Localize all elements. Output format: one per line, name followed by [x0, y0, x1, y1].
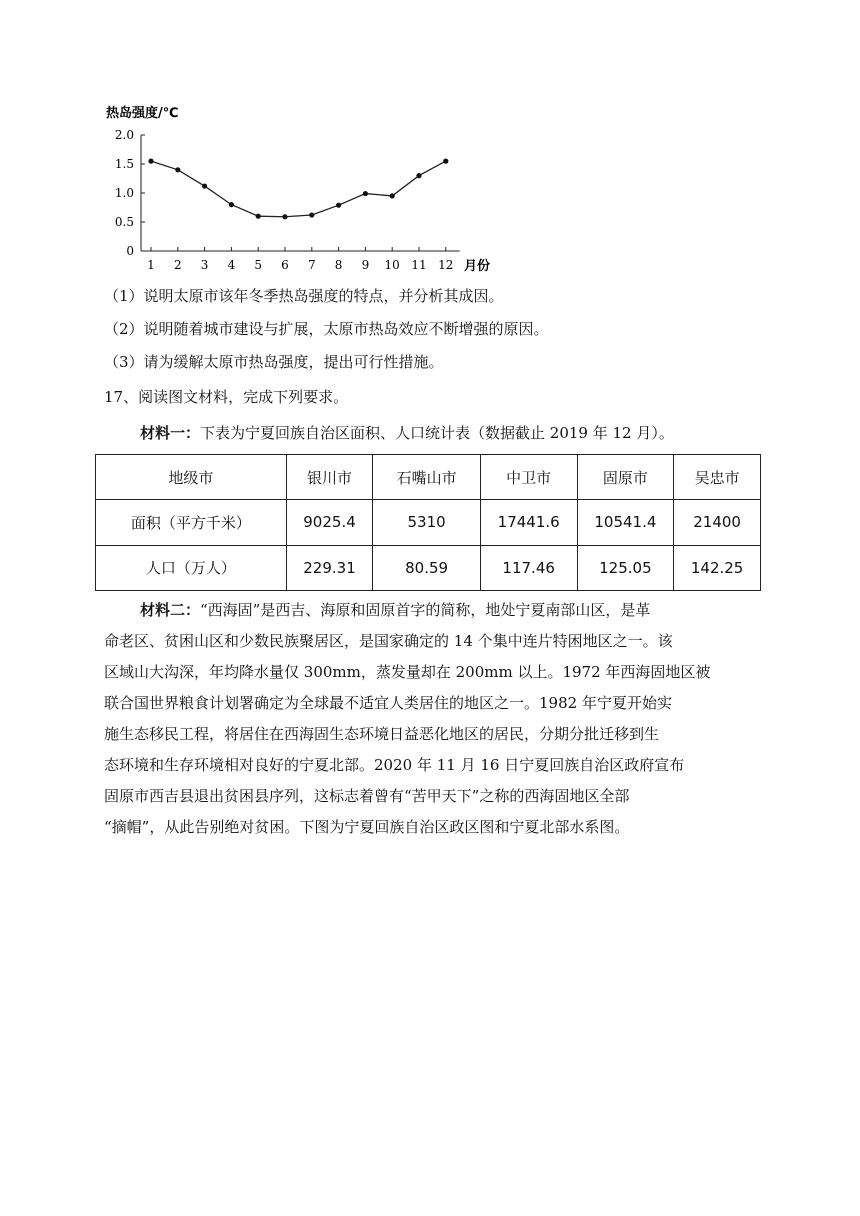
table-header-cell: 中卫市: [480, 455, 577, 500]
data-point: [175, 167, 180, 172]
data-point: [202, 183, 207, 188]
y-tick-label: 2.0: [114, 128, 134, 142]
data-point: [390, 193, 395, 198]
table-header-row: [96, 455, 761, 500]
x-axis-label: 月份: [464, 259, 491, 274]
data-point: [443, 159, 448, 164]
material-2-line: 联合国世界粮食计划署确定为全球最不适宜人类居住的地区之一。1982 年宁夏开始实: [104, 694, 672, 712]
material-2-line: [104, 595, 754, 626]
material-2-line: 施生态移民工程，将居住在西海固生态环境日益恶化地区的居民，分期分批迁移到生: [104, 725, 660, 743]
x-tick-label: 10: [384, 258, 400, 272]
material-1: [140, 422, 674, 443]
table-cell: 125.05: [577, 545, 674, 590]
table-row: [96, 500, 761, 545]
question-1: （1）说明太原市该年冬季热岛强度的特点，并分析其成因。: [104, 287, 504, 305]
table-header-cell: 吴忠市: [674, 455, 761, 500]
table-cell: 9025.4: [286, 500, 373, 545]
table-header-cell: 地级市: [96, 455, 287, 500]
x-tick-label: 6: [281, 258, 289, 272]
table-cell: 229.31: [286, 545, 373, 590]
material-1-text: 下表为宁夏回族自治区面积、人口统计表（数据截止 2019 年 12 月）。: [200, 424, 674, 442]
table-cell: 人口（万人）: [96, 545, 287, 590]
table-cell: 17441.6: [480, 500, 577, 545]
data-point: [256, 214, 261, 219]
data-point: [229, 202, 234, 207]
table-cell: 117.46: [480, 545, 577, 590]
data-point: [309, 212, 314, 217]
table-cell: 面积（平方千米）: [96, 500, 287, 545]
y-tick-label: 1.0: [114, 186, 134, 200]
table-header-cell: 银川市: [286, 455, 373, 500]
chart-svg: [100, 100, 520, 280]
series-line: [151, 161, 446, 217]
data-point: [336, 203, 341, 208]
data-point: [363, 191, 368, 196]
table-cell: 5310: [373, 500, 480, 545]
x-tick-label: 3: [200, 258, 209, 272]
stats-table: [95, 454, 761, 591]
y-tick-label: 0.5: [114, 215, 134, 229]
data-point: [416, 173, 421, 178]
table-row: [96, 545, 761, 590]
x-tick-label: 2: [173, 258, 182, 272]
table-cell: 142.25: [674, 545, 761, 590]
x-tick-label: 12: [438, 258, 454, 272]
x-tick-label: 1: [147, 258, 155, 272]
question-17: 17、阅读图文材料，完成下列要求。: [104, 388, 349, 406]
data-point: [282, 214, 287, 219]
data-point: [148, 159, 153, 164]
y-axis-label: 热岛强度/℃: [106, 106, 179, 121]
table-cell: 21400: [674, 500, 761, 545]
x-tick-label: 5: [254, 258, 263, 272]
material-2-line: 命老区、贫困山区和少数民族聚居区，是国家确定的 14 个集中连片特困地区之一。该: [104, 632, 673, 650]
x-tick-label: 7: [307, 258, 316, 272]
heat-island-chart: [100, 100, 520, 280]
table-cell: 80.59: [373, 545, 480, 590]
material-2-line: 态环境和生存环境相对良好的宁夏北部。2020 年 11 月 16 日宁夏回族自治区政府宣布: [104, 756, 685, 774]
material-2-line: 区域山大沟深，年均降水量仅 300mm，蒸发量却在 200mm 以上。1972 年西海固地区被: [104, 663, 711, 681]
material-2: [104, 595, 754, 843]
material-2-label: 材料二：: [140, 601, 201, 619]
material-2-line: 固原市西吉县退出贫困县序列，这标志着曾有“苦甲天下”之称的西海固地区全部: [104, 787, 630, 805]
y-tick-label: 0: [126, 244, 134, 258]
material-2-line: “摘帽”，从此告别绝对贫困。下图为宁夏回族自治区政区图和宁夏北部水系图。: [104, 818, 630, 836]
x-tick-label: 11: [411, 258, 427, 272]
table-cell: 10541.4: [577, 500, 674, 545]
y-tick-label: 1.5: [114, 157, 134, 171]
x-tick-label: 9: [361, 258, 370, 272]
x-tick-label: 4: [227, 258, 236, 272]
question-2: （2）说明随着城市建设与扩展，太原市热岛效应不断增强的原因。: [104, 320, 549, 338]
material-1-label: 材料一：: [140, 424, 201, 442]
material-2-text: “西海固”是西吉、海原和固原首字的简称，地处宁夏南部山区，是革: [200, 601, 651, 619]
x-tick-label: 8: [334, 258, 343, 272]
table-header-cell: 固原市: [577, 455, 674, 500]
question-3: （3）请为缓解太原市热岛强度，提出可行性措施。: [104, 353, 444, 371]
table-header-cell: 石嘴山市: [373, 455, 480, 500]
